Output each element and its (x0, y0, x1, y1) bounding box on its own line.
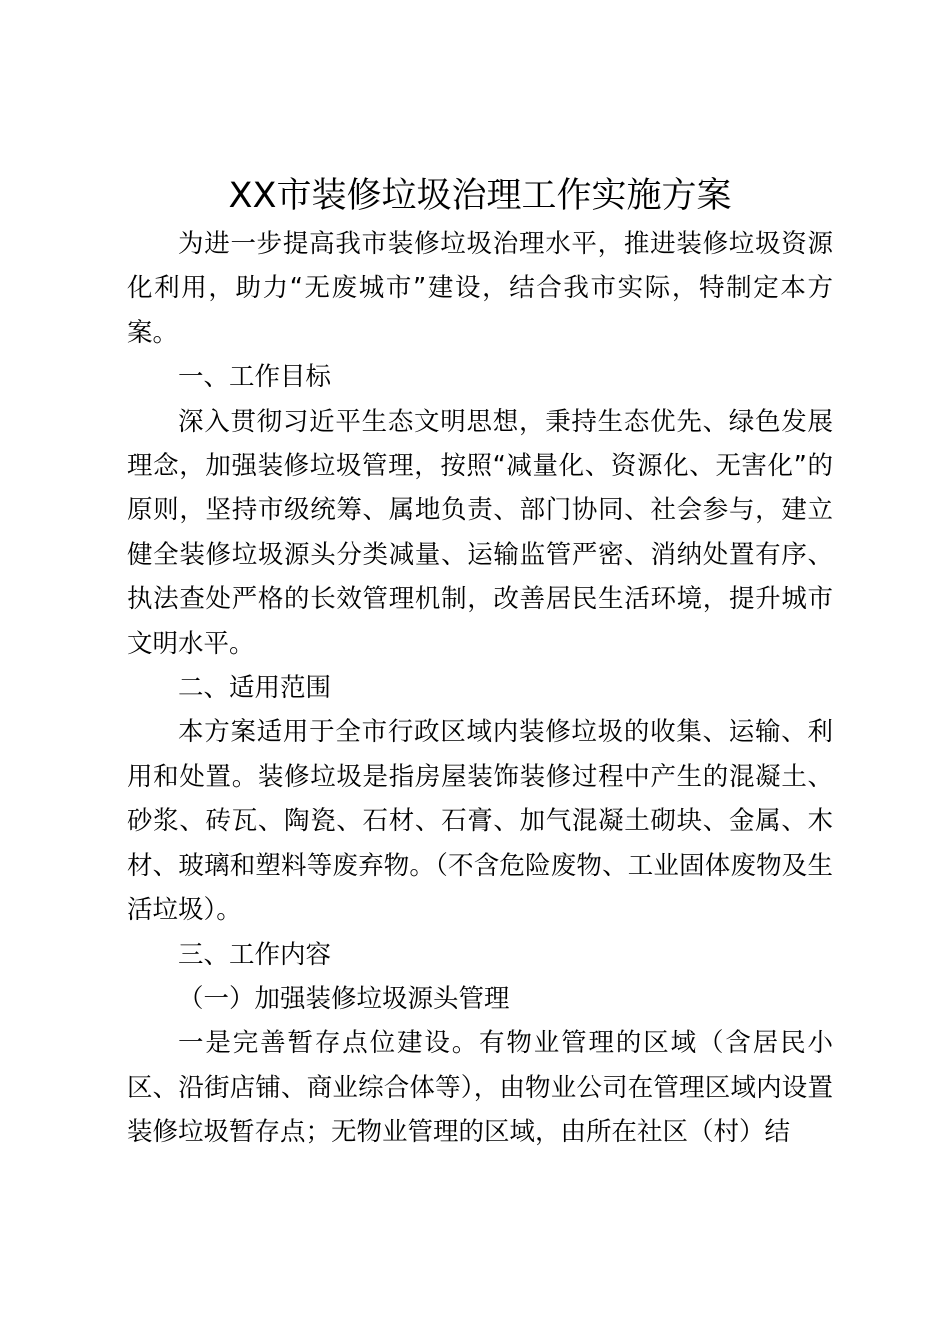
section-heading-work-content: 三、工作内容 (178, 939, 332, 970)
intro-paragraph: 为进一步提高我市装修垃圾治理水平，推进装修垃圾资源化利用，助力“无废城市”建设，结合我市实际，特制定本方案。 (127, 229, 833, 348)
source-management-paragraph: 一是完善暂存点位建设。有物业管理的区域（含居民小区、沿街店铺、商业综合体等），由物业公司在管理区域内设置装修垃圾暂存点；无物业管理的区域，由所在社区（村）结 (127, 1028, 833, 1148)
section-heading-scope: 二、适用范围 (178, 673, 332, 704)
document-title: XX市装修垃圾治理工作实施方案 (228, 176, 732, 216)
work-goals-paragraph: 深入贯彻习近平生态文明思想，秉持生态优先、绿色发展理念，加强装修垃圾管理，按照“减量化、资源化、无害化”的原则，坚持市级统筹、属地负责、部门协同、社会参与，建立健全装修垃圾源头分类减量、运输监管严密、消纳处置有序、执法查处严格的长效管理机制，改善居民生活环境，提升城市文明水平。 (127, 406, 833, 659)
section-heading-work-goals: 一、工作目标 (178, 362, 332, 393)
subsection-heading-source-management: （一）加强装修垃圾源头管理 (178, 983, 510, 1014)
document-page (127, 170, 833, 1155)
scope-paragraph: 本方案适用于全市行政区域内装修垃圾的收集、运输、利用和处置。装修垃圾是指房屋装饰装修过程中产生的混凝土、砂浆、砖瓦、陶瓷、石材、石膏、加气混凝土砌块、金属、木材、玻璃和塑料等废弃物。（不含危险废物、工业固体废物及生活垃圾）。 (127, 717, 833, 926)
